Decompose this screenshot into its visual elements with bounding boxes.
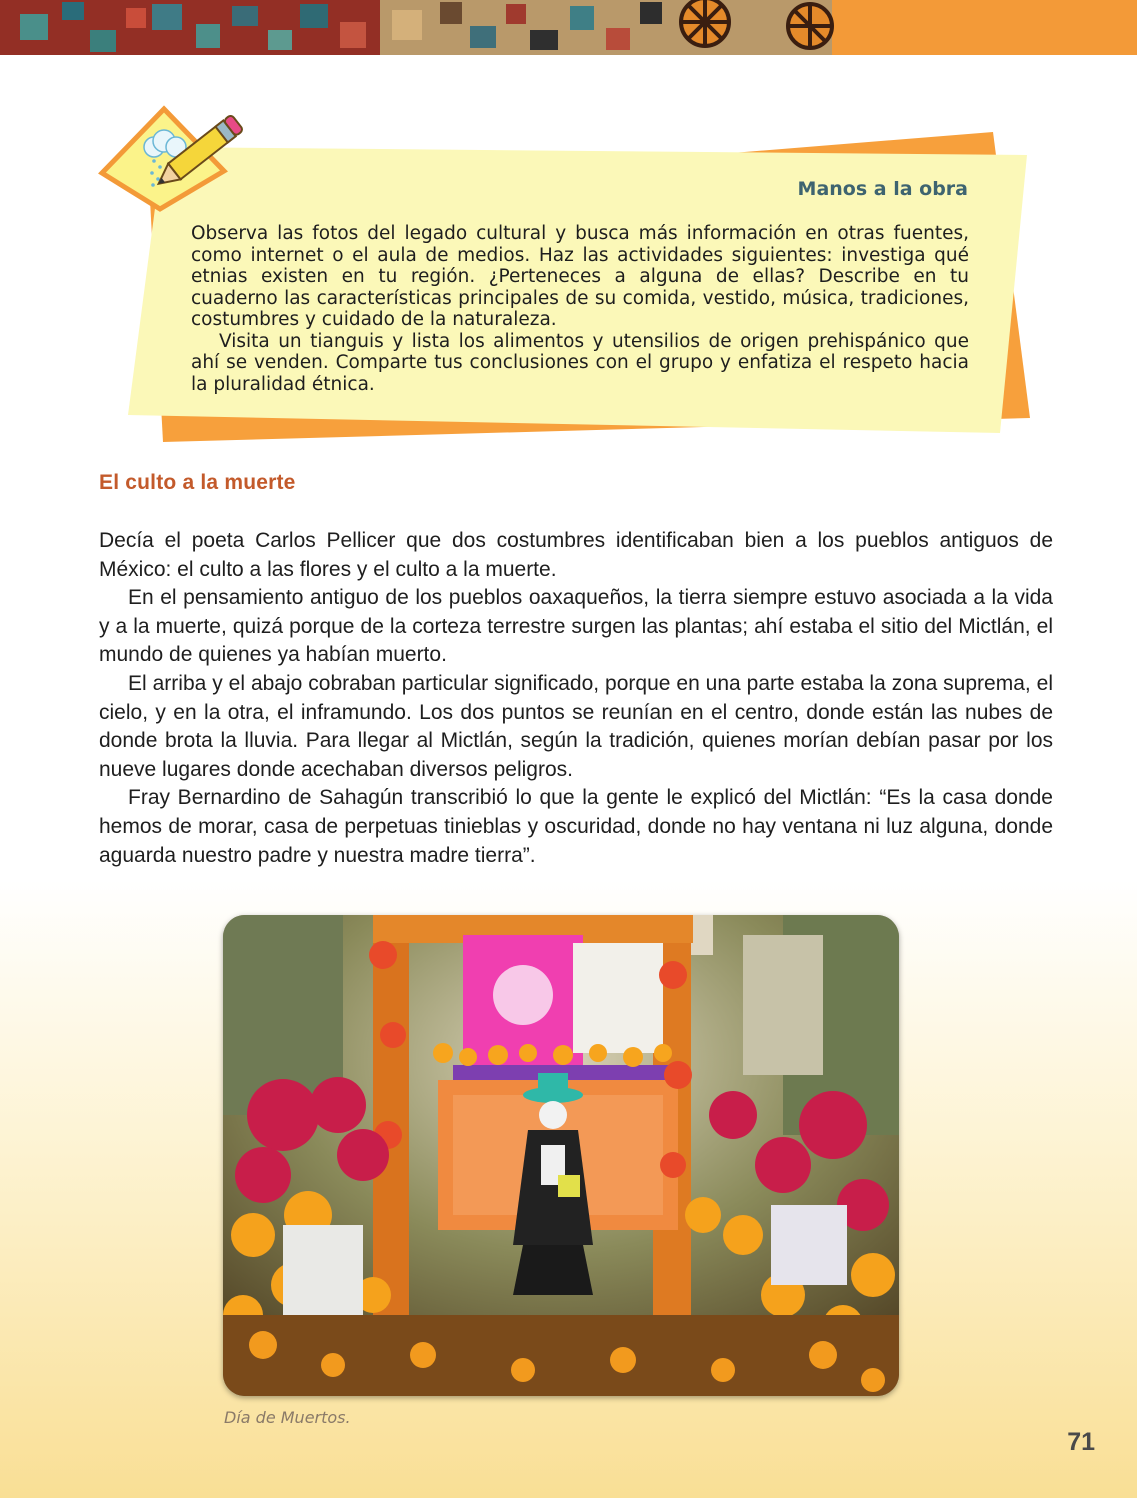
body-paragraph: Decía el poeta Carlos Pellicer que dos costumbres identificaban bien a los pueblos antiguos de México: el culto a las flores y el culto a la muerte. [99,529,1053,581]
activity-text [191,223,969,395]
activity-title: Manos a la obra [797,178,968,200]
body-paragraph: Fray Bernardino de Sahagún transcribió lo que la gente le explicó del Mictlán: “Es la casa donde hemos de morar, casa de perpetuas tinieblas y oscuridad, donde no hay ventana ni luz alguna, donde aguarda nuestro padre y nuestra madre tierra”. [99,786,1053,867]
body-paragraph: En el pensamiento antiguo de los pueblos oaxaqueños, la tierra siempre estuvo asociada a la vida y a la muerte, quizá porque de la corteza terrestre surgen las plantas; ahí estaba el sitio del Mictlán, el mundo de quienes ya habían muerto. [99,586,1053,667]
section-title: El culto a la muerte [99,471,296,494]
body-paragraph: El arriba y el abajo cobraban particular significado, porque en una parte estaba la zona suprema, el cielo, y en la otra, el inframundo. Los dos puntos se reunían en el centro, donde están las nubes de donde brota la lluvia. Para llegar al Mictlán, según la tradición, quienes morían debían pasar por los nueve lugares donde acechaban diversos peligros. [99,671,1053,781]
page-number: 71 [1067,1428,1095,1456]
body-text [99,527,1053,870]
top-decorative-band [0,0,1137,55]
pencil-icon [98,95,258,215]
altar-photo [223,915,899,1396]
photo-caption: Día de Muertos. [224,1408,351,1427]
activity-paragraph: Observa las fotos del legado cultural y busca más información en otras fuentes, como internet o el aula de medios. Haz las actividades siguientes: investiga qué etnias existen en tu región. ¿Perteneces a alguna de ellas? Describe en tu cuaderno las características principales de su comida, vestido, música, tradiciones, costumbres y cuidado de la naturaleza. [191,223,969,330]
activity-paragraph: Visita un tianguis y lista los alimentos y utensilios de origen prehispánico que ahí se venden. Comparte tus conclusiones con el grupo y enfatiza el respeto hacia la pluralidad étnica. [191,330,969,395]
